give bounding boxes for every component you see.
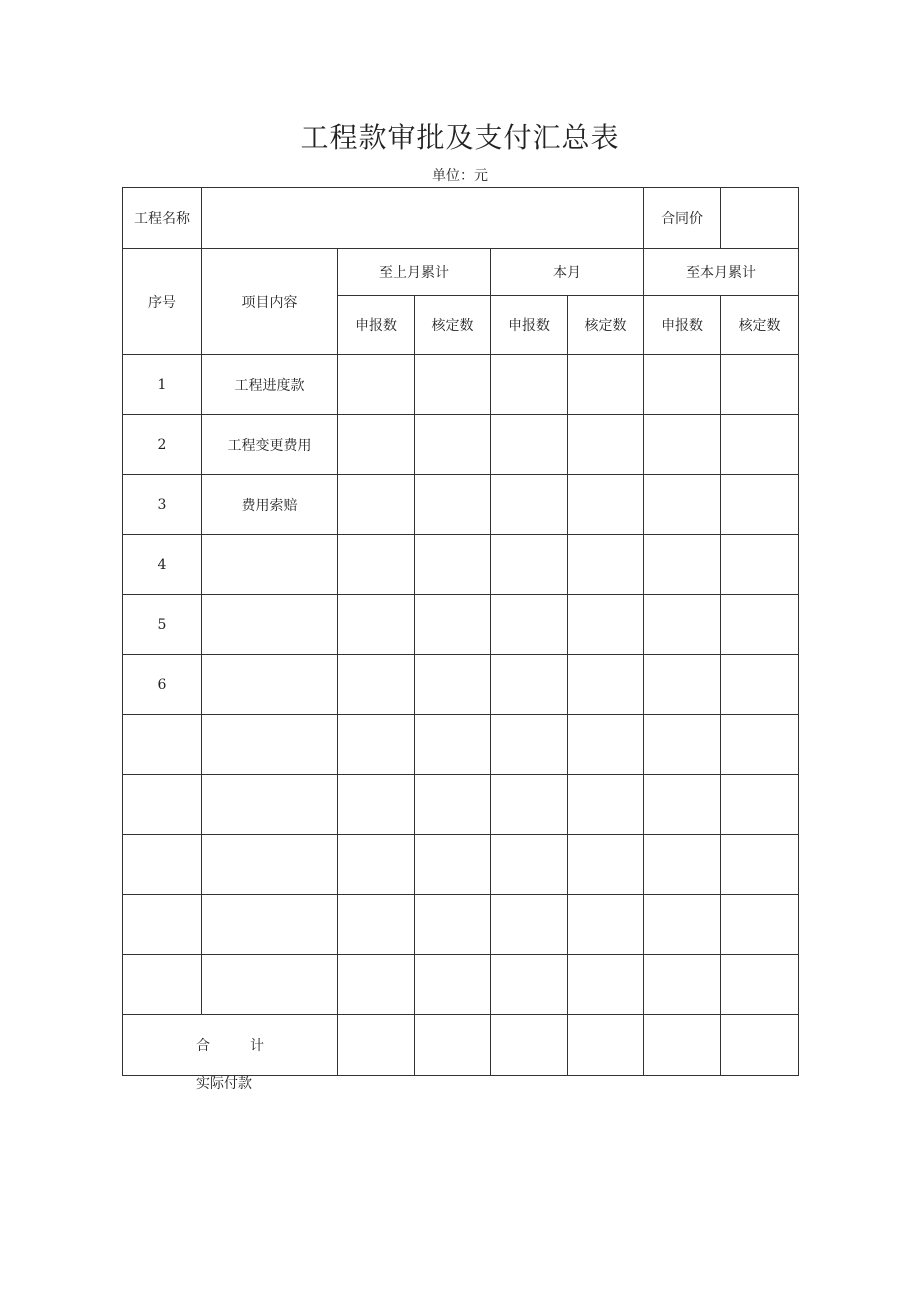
contract-price-label: 合同价 — [661, 211, 704, 227]
summary-table — [122, 187, 799, 1076]
amount-cell[interactable] — [415, 595, 491, 655]
amount-cell[interactable] — [721, 715, 799, 775]
amount-cell[interactable] — [491, 595, 568, 655]
amount-cell[interactable] — [568, 895, 644, 955]
amount-cell[interactable] — [644, 775, 721, 835]
row-seq: 4 — [123, 535, 202, 595]
row-item — [202, 715, 338, 775]
total-cell[interactable] — [338, 1015, 415, 1076]
amount-cell[interactable] — [338, 415, 415, 475]
sub-header-declared: 申报数 — [644, 296, 721, 355]
amount-cell[interactable] — [721, 655, 799, 715]
actual-payment-label: 实际付款 — [196, 1076, 252, 1092]
table-row — [123, 535, 799, 595]
amount-cell[interactable] — [491, 655, 568, 715]
amount-cell[interactable] — [644, 415, 721, 475]
amount-cell[interactable] — [491, 475, 568, 535]
amount-cell[interactable] — [415, 655, 491, 715]
seq-header: 序号 — [123, 249, 202, 355]
table-row — [123, 955, 799, 1015]
amount-cell[interactable] — [568, 595, 644, 655]
amount-cell[interactable] — [568, 715, 644, 775]
row-item — [202, 775, 338, 835]
row-item: 工程进度款 — [202, 355, 338, 415]
total-cell[interactable] — [415, 1015, 491, 1076]
amount-cell[interactable] — [338, 835, 415, 895]
row-seq: 1 — [123, 355, 202, 415]
amount-cell[interactable] — [721, 595, 799, 655]
project-name-value-cell[interactable] — [202, 188, 644, 249]
table-row — [123, 415, 799, 475]
row-item — [202, 835, 338, 895]
row-seq — [123, 775, 202, 835]
amount-cell[interactable] — [491, 355, 568, 415]
amount-cell[interactable] — [415, 775, 491, 835]
amount-cell[interactable] — [338, 535, 415, 595]
table-row — [123, 715, 799, 775]
row-item — [202, 955, 338, 1015]
amount-cell[interactable] — [338, 955, 415, 1015]
document-title: 工程款审批及支付汇总表 — [300, 121, 620, 154]
amount-cell[interactable] — [721, 415, 799, 475]
amount-cell[interactable] — [415, 955, 491, 1015]
table-row — [123, 595, 799, 655]
amount-cell[interactable] — [721, 955, 799, 1015]
row-seq: 6 — [123, 655, 202, 715]
amount-cell[interactable] — [491, 535, 568, 595]
amount-cell[interactable] — [721, 535, 799, 595]
amount-cell[interactable] — [338, 655, 415, 715]
amount-cell[interactable] — [644, 475, 721, 535]
sub-header-declared: 申报数 — [338, 296, 415, 355]
amount-cell[interactable] — [491, 895, 568, 955]
amount-cell[interactable] — [491, 775, 568, 835]
amount-cell[interactable] — [721, 835, 799, 895]
row-seq: 2 — [123, 415, 202, 475]
sub-header-approved: 核定数 — [568, 296, 644, 355]
row-seq — [123, 955, 202, 1015]
amount-cell[interactable] — [338, 475, 415, 535]
total-cell[interactable] — [568, 1015, 644, 1076]
row-item — [202, 655, 338, 715]
total-label: 合计 — [196, 1038, 304, 1054]
amount-cell[interactable] — [338, 775, 415, 835]
row-seq: 5 — [123, 595, 202, 655]
group-header-prev-cumulative: 至上月累计 — [338, 249, 491, 296]
amount-cell[interactable] — [338, 595, 415, 655]
amount-cell[interactable] — [415, 895, 491, 955]
amount-cell[interactable] — [491, 715, 568, 775]
amount-cell[interactable] — [568, 535, 644, 595]
row-seq — [123, 715, 202, 775]
amount-cell[interactable] — [644, 955, 721, 1015]
amount-cell[interactable] — [644, 895, 721, 955]
amount-cell[interactable] — [568, 955, 644, 1015]
row-item: 费用索赔 — [202, 475, 338, 535]
group-header-current-month: 本月 — [491, 249, 644, 296]
project-info-row — [123, 188, 799, 249]
amount-cell[interactable] — [338, 715, 415, 775]
amount-cell[interactable] — [491, 835, 568, 895]
amount-cell[interactable] — [338, 895, 415, 955]
amount-cell[interactable] — [491, 415, 568, 475]
sub-header-approved: 核定数 — [721, 296, 799, 355]
table-row — [123, 475, 799, 535]
row-seq — [123, 895, 202, 955]
amount-cell[interactable] — [568, 655, 644, 715]
total-cell[interactable] — [491, 1015, 568, 1076]
table-row — [123, 355, 799, 415]
row-item — [202, 595, 338, 655]
project-name-label: 工程名称 — [134, 211, 190, 227]
table-row — [123, 895, 799, 955]
row-item — [202, 535, 338, 595]
header-group-row — [123, 249, 799, 296]
sub-header-approved: 核定数 — [415, 296, 491, 355]
item-header: 项目内容 — [202, 249, 338, 355]
total-label-cell — [123, 1015, 338, 1076]
amount-cell[interactable] — [721, 355, 799, 415]
amount-cell[interactable] — [415, 835, 491, 895]
total-cell[interactable] — [721, 1015, 799, 1076]
row-item: 工程变更费用 — [202, 415, 338, 475]
sub-header-declared: 申报数 — [491, 296, 568, 355]
contract-price-value-cell[interactable] — [721, 188, 799, 249]
amount-cell[interactable] — [721, 475, 799, 535]
amount-cell[interactable] — [415, 415, 491, 475]
amount-cell[interactable] — [644, 715, 721, 775]
row-seq: 3 — [123, 475, 202, 535]
table-row — [123, 775, 799, 835]
amount-cell[interactable] — [644, 535, 721, 595]
total-cell[interactable] — [644, 1015, 721, 1076]
amount-cell[interactable] — [491, 955, 568, 1015]
amount-cell[interactable] — [415, 715, 491, 775]
row-seq — [123, 835, 202, 895]
amount-cell[interactable] — [568, 415, 644, 475]
amount-cell[interactable] — [644, 835, 721, 895]
amount-cell[interactable] — [568, 775, 644, 835]
group-header-cumulative-to-date: 至本月累计 — [644, 249, 799, 296]
amount-cell[interactable] — [644, 355, 721, 415]
table-row — [123, 655, 799, 715]
project-name-label-cell — [123, 188, 202, 249]
contract-price-label-cell — [644, 188, 721, 249]
total-row — [123, 1015, 799, 1076]
amount-cell[interactable] — [568, 355, 644, 415]
amount-cell[interactable] — [415, 535, 491, 595]
table-row — [123, 835, 799, 895]
amount-cell[interactable] — [568, 475, 644, 535]
amount-cell[interactable] — [338, 355, 415, 415]
amount-cell[interactable] — [644, 595, 721, 655]
amount-cell[interactable] — [568, 835, 644, 895]
unit-label: 单位：元 — [432, 168, 488, 184]
amount-cell[interactable] — [415, 355, 491, 415]
amount-cell[interactable] — [644, 655, 721, 715]
amount-cell[interactable] — [721, 895, 799, 955]
amount-cell[interactable] — [415, 475, 491, 535]
amount-cell[interactable] — [721, 775, 799, 835]
row-item — [202, 895, 338, 955]
